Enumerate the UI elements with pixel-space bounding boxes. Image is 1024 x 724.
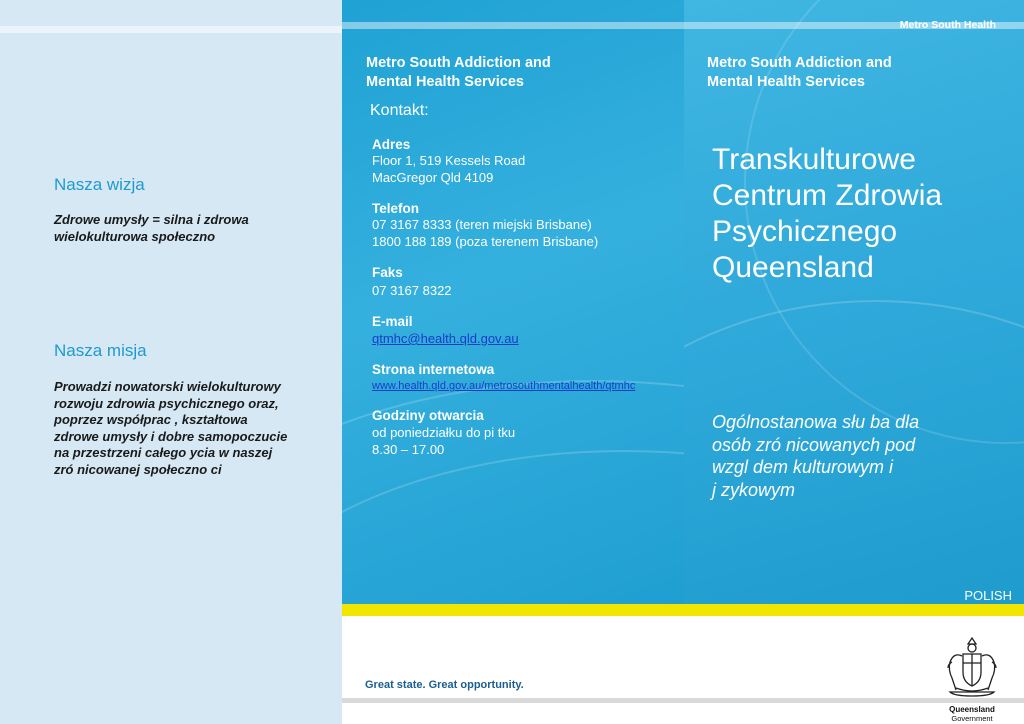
phone-line: 1800 188 189 (poza terenem Brisbane) bbox=[372, 233, 599, 249]
mission-line: Prowadzi nowatorski wielokulturowy bbox=[54, 379, 281, 394]
mission-line: zdrowe umysły i dobre samopoczucie bbox=[54, 428, 288, 444]
queensland-government-logo bbox=[944, 634, 1000, 723]
hours-value bbox=[372, 425, 515, 458]
mission-line: poprzez współprac , kształtowa bbox=[54, 412, 248, 427]
website-label: Strona internetowa bbox=[372, 362, 495, 377]
subtitle bbox=[712, 411, 919, 501]
mission-text bbox=[54, 379, 287, 478]
title-line: Centrum Zdrowia bbox=[712, 179, 943, 212]
language-label: POLISH bbox=[964, 588, 1012, 603]
mission-line: na przestrzeni całego ycia w naszej bbox=[54, 445, 273, 460]
vision-heading: Nasza wizja bbox=[54, 175, 145, 194]
title-line: Psychicznego bbox=[712, 215, 898, 248]
address-line: Floor 1, 519 Kessels Road bbox=[372, 153, 526, 168]
footer-divider bbox=[342, 698, 1024, 703]
address-label: Adres bbox=[372, 137, 411, 152]
page-title bbox=[712, 142, 942, 286]
title-line: Queensland bbox=[712, 251, 874, 284]
vision-line: wielokulturowa społeczno bbox=[54, 228, 216, 244]
gov-subname: Government bbox=[951, 714, 993, 723]
hours-line: od poniedziałku do pi tku bbox=[372, 425, 516, 440]
phone-label: Telefon bbox=[372, 201, 419, 216]
org-line: Mental Health Services bbox=[707, 74, 865, 90]
tagline: Great state. Great opportunity. bbox=[365, 679, 524, 691]
fax-label: Faks bbox=[372, 265, 403, 280]
subtitle-line: Ogólnostanowa słu ba dla bbox=[712, 412, 920, 432]
mission-line: rozwoju zdrowia psychicznego oraz, bbox=[54, 395, 279, 411]
fax-value: 07 3167 8322 bbox=[372, 283, 452, 298]
email-label: E-mail bbox=[372, 314, 413, 329]
cover-panel bbox=[684, 0, 1024, 604]
subtitle-line: osób zró nicowanych pod bbox=[712, 434, 916, 455]
decorative-band bbox=[0, 26, 342, 33]
left-panel bbox=[0, 0, 342, 724]
org-name bbox=[707, 54, 892, 92]
address-line: MacGregor Qld 4109 bbox=[372, 169, 494, 185]
phone-value bbox=[372, 217, 598, 250]
email-link[interactable]: qtmhc@health.qld.gov.au bbox=[372, 331, 519, 346]
title-line: Transkulturowe bbox=[712, 143, 916, 176]
yellow-stripe bbox=[342, 604, 1024, 616]
gov-name: Queensland bbox=[949, 705, 995, 714]
footer bbox=[342, 616, 1024, 724]
address-value bbox=[372, 153, 525, 186]
subtitle-line: wzgl dem kulturowym i bbox=[712, 457, 894, 477]
decorative-band bbox=[342, 22, 684, 29]
mission-line: zró nicowanej społeczno ci bbox=[54, 461, 222, 477]
mission-heading: Nasza misja bbox=[54, 341, 147, 360]
vision-line: Zdrowe umysły = silna i zdrowa bbox=[54, 212, 249, 227]
hours-label: Godziny otwarcia bbox=[372, 408, 484, 423]
contact-panel bbox=[342, 0, 684, 604]
org-line: Mental Health Services bbox=[366, 74, 524, 90]
org-line: Metro South Addiction and bbox=[366, 55, 551, 71]
org-name bbox=[366, 54, 551, 92]
contact-heading: Kontakt: bbox=[370, 102, 429, 119]
hours-line: 8.30 – 17.00 bbox=[372, 441, 445, 457]
vision-text bbox=[54, 212, 249, 245]
website-link[interactable]: www.health.qld.gov.au/metrosouthmentalhealth/qtmhc bbox=[372, 380, 636, 392]
org-line: Metro South Addiction and bbox=[707, 55, 892, 71]
brand-name: Metro South Health bbox=[899, 19, 996, 31]
coat-of-arms-icon bbox=[944, 634, 1000, 700]
phone-line: 07 3167 8333 (teren miejski Brisbane) bbox=[372, 217, 592, 232]
subtitle-line: j zykowym bbox=[712, 479, 796, 500]
